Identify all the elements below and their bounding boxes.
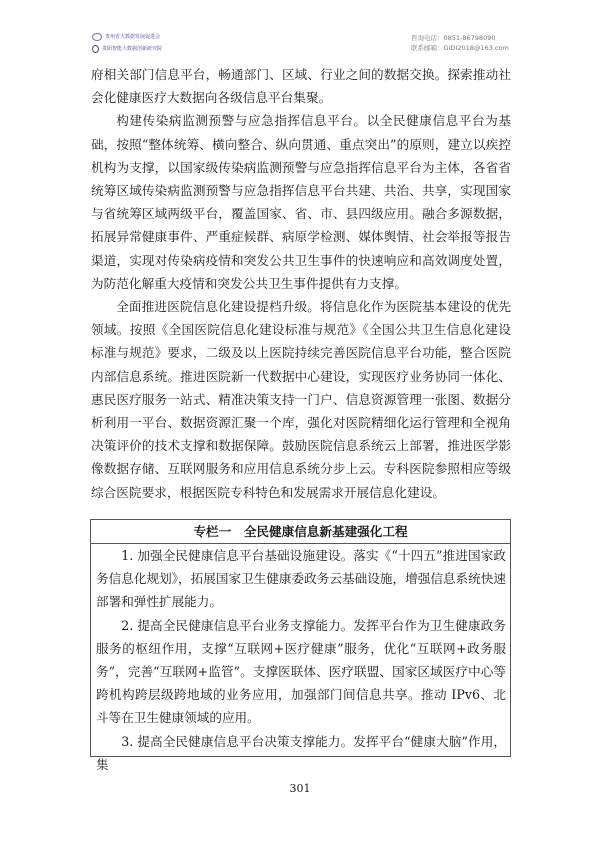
paragraph-continuation: 府相关部门信息平台，畅通部门、区域、行业之间的数据交换。探索推动社会化健康医疗大数据向各级信息平台集聚。 — [91, 67, 511, 106]
logo-row-2 — [92, 43, 162, 54]
page-header — [0, 0, 600, 60]
feature-item-3: 3. 提高全民健康信息平台决策支撑能力。发挥平台“健康大脑”作用，集 — [96, 733, 506, 772]
feature-box-body — [91, 544, 510, 776]
email-label: 联系邮箱： — [411, 44, 444, 52]
feature-item-1: 1. 加强全民健康信息平台基础设施建设。落实《“十四五”推进国家政务信息化规划》，拓展国家卫生健康委政务云基础设施，增强信息系统快速部署和弹性扩展能力。 — [96, 548, 506, 610]
feature-item-2: 2. 提高全民健康信息平台业务支撑能力。发挥平台作为卫生健康政务服务的枢纽作用，支撑“互联网+医疗健康”服务，优化“互联网+政务服务”，完善“互联网+监管”。支撑医联体、医疗联盟、国家区域医疗中心等跨机构跨层级跨地域的业务应用，加强部门间信息共享。推动 IPv6、北斗等在卫生健康领域的应用。 — [96, 617, 506, 726]
phone-label: 咨询电话： — [411, 34, 444, 42]
body-text — [91, 63, 511, 504]
email-line — [411, 43, 509, 53]
logo-row-1 — [92, 31, 162, 42]
email-address: GIDI2018@163.com — [443, 44, 509, 52]
institute-logo-icon — [92, 45, 99, 53]
logo-text-2: 贵阳智能大数据创新研究院 — [101, 46, 162, 52]
feature-box — [90, 519, 511, 772]
logo-text-1: 贵州省大数据发展促进会 — [105, 34, 161, 40]
contact-info — [411, 33, 509, 53]
association-logo-icon — [92, 33, 102, 41]
page-number: 301 — [289, 782, 311, 795]
phone-line — [411, 33, 509, 43]
phone-number: 0851-86798090 — [443, 34, 496, 42]
paragraph-infectious-disease-platform: 构建传染病监测预警与应急指挥信息平台。以全民健康信息平台为基础，按照“整体统筹、横向整合、纵向贯通、重点突出”的原则，建立以疾控机构为支撑，以国家级传染病监测预警与应急指挥信息平台为主体，各省省统筹区域传染病监测预警与应急指挥信息平台共建、共治、共享，实现国家与省统筹区域两级平台，覆盖国家、省、市、县四级应用。融合多源数据，拓展异常健康事件、严重症候群、病原学检测、媒体舆情、社会举报等报告渠道，实现对传染病疫情和突发公共卫生事件的快速响应和高效调度处置，为防范化解重大疫情和突发公共卫生事件提供有力支撑。 — [91, 113, 511, 291]
feature-box-title: 专栏一 全民健康信息新基建强化工程 — [91, 520, 510, 544]
organization-logo — [92, 31, 162, 55]
paragraph-hospital-informatization: 全面推进医院信息化建设提档升级。将信息化作为医院基本建设的优先领域。按照《全国医院信息化建设标准与规范》《全国公共卫生信息化建设标准与规范》要求，二级及以上医院持续完善医院信息平台功能，整合医院内部信息系统。推进医院新一代数据中心建设，实现医疗业务协同一体化、惠民医疗服务一站式、精准决策支持一门户、信息资源管理一张图、数据分析利用一平台、数据资源汇聚一个库，强化对医院精细化运行管理和全视角决策评价的技术支撑和数据保障。鼓励医院信息系统云上部署，推进医学影像数据存储、互联网服务和应用信息系统分步上云。专科医院参照相应等级综合医院要求，根据医院专科特色和发展需求开展信息化建设。 — [91, 299, 511, 500]
